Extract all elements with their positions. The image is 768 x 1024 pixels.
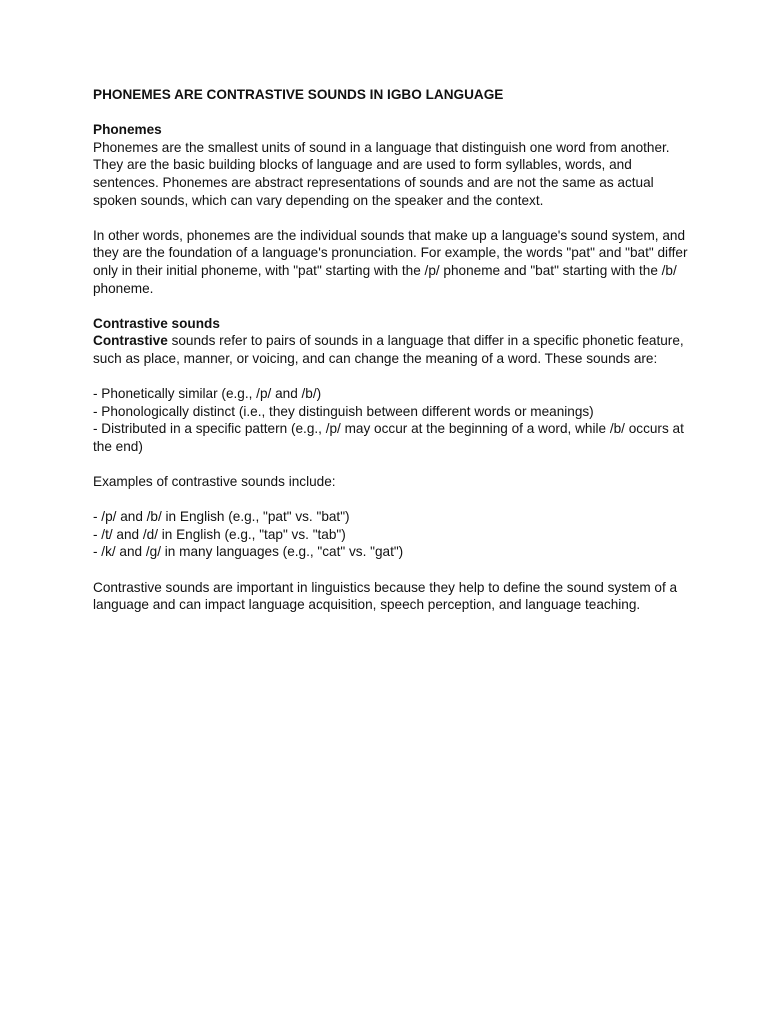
list-item-property: - Phonologically distinct (i.e., they distinguish between different words or meanings) [93,403,594,419]
paragraph-phonemes-explanation: In other words, phonemes are the individual sounds that make up a language's sound system, and they are the foundation of a language's pronunciation. For example, the words "pat" and "bat" differ only in their initial phoneme, with "pat" starting with the /p/ phoneme and "bat" starting with the /b/ phoneme. [93,227,688,296]
list-item-example: - /p/ and /b/ in English (e.g., "pat" vs. "bat") [93,509,350,525]
spacer [93,455,693,473]
spacer [93,209,693,227]
spacer [93,561,693,579]
examples-intro: Examples of contrastive sounds include: [93,474,336,490]
contrastive-bold-term: Contrastive [93,333,168,349]
spacer [93,491,693,509]
spacer [93,104,693,122]
document-title: PHONEMES ARE CONTRASTIVE SOUNDS IN IGBO LANGUAGE [93,87,504,102]
list-item-property: - Distributed in a specific pattern (e.g., /p/ may occur at the beginning of a word, while /b/ occurs at the end) [93,421,684,454]
paragraph-phonemes-definition: Phonemes are the smallest units of sound in a language that distinguish one word from another. They are the basic building blocks of language and are used to form syllables, words, and sentences. Phonemes are abstract representations of sounds and are not the same as actual spoken sounds, which can vary depending on the speaker and the context. [93,139,670,208]
paragraph-conclusion: Contrastive sounds are important in linguistics because they help to define the sound system of a language and can impact language acquisition, speech perception, and language teaching. [93,579,678,613]
spacer [93,368,693,386]
contrastive-intro-text: sounds refer to pairs of sounds in a language that differ in a specific phonetic feature, such as place, manner, or voicing, and can change the meaning of a word. These sounds are: [93,333,684,366]
list-item-example: - /k/ and /g/ in many languages (e.g., "cat" vs. "gat") [93,544,404,560]
paragraph-contrastive-intro [93,332,693,367]
document-body [93,86,693,614]
list-item-property: - Phonetically similar (e.g., /p/ and /b/) [93,386,322,402]
section-heading-phonemes: Phonemes [93,122,162,138]
spacer [93,297,693,315]
list-item-example: - /t/ and /d/ in English (e.g., "tap" vs. "tab") [93,526,346,542]
section-heading-contrastive: Contrastive sounds [93,315,220,331]
